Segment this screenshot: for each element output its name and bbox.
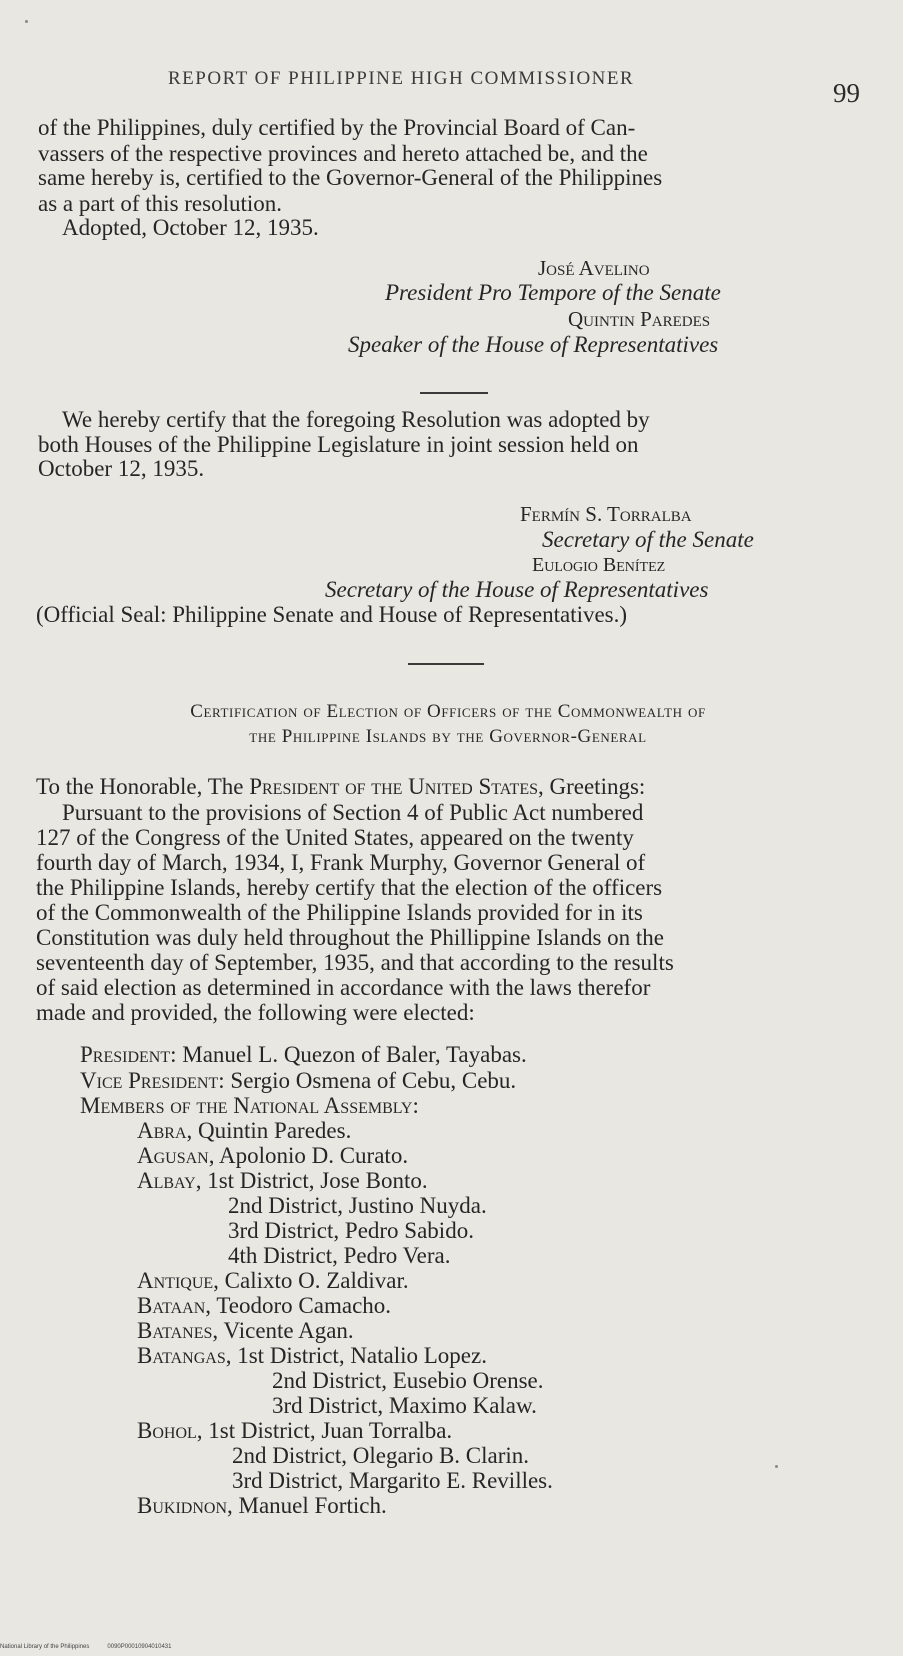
- main-line-9: made and provided, the following were elected:: [36, 1000, 475, 1025]
- officer-president: [80, 1043, 527, 1068]
- member-text: , Teodoro Camacho.: [205, 1293, 392, 1318]
- page-number: 99: [833, 78, 860, 108]
- member-province: Abra: [137, 1118, 187, 1143]
- member-province: Antique: [137, 1268, 214, 1293]
- member-province: Bohol: [137, 1418, 197, 1443]
- section-heading-line-1: Certification of Election of Officers of the Commonwealth of: [190, 701, 706, 722]
- adopted-date: Adopted, October 12, 1935.: [62, 215, 319, 240]
- member-text: 2nd District, Eusebio Orense.: [272, 1368, 544, 1393]
- main-line-5: of the Commonwealth of the Philippine Islands provided for in its: [36, 900, 643, 925]
- member-province: Bukidnon: [137, 1493, 227, 1518]
- member-row: [137, 1344, 487, 1369]
- officer-vice-president: [80, 1069, 516, 1094]
- member-row: [272, 1369, 543, 1394]
- member-row: [272, 1394, 537, 1419]
- certify-line-2: both Houses of the Philippine Legislature in joint session held on: [38, 432, 639, 457]
- member-row: [137, 1319, 354, 1344]
- signatory-torralba-title: Secretary of the Senate: [542, 527, 754, 552]
- opening-line-4: as a part of this resolution.: [38, 191, 283, 216]
- member-row: [137, 1419, 452, 1444]
- section-heading: [38, 699, 858, 749]
- member-text: , 1st District, Juan Torralba.: [196, 1418, 453, 1443]
- member-row: [232, 1469, 553, 1494]
- member-row: [137, 1169, 428, 1194]
- member-province: Albay: [137, 1168, 196, 1193]
- member-row: [228, 1194, 487, 1219]
- member-row: [137, 1144, 408, 1169]
- member-text: 3rd District, Pedro Sabido.: [228, 1218, 474, 1243]
- member-row: [137, 1494, 387, 1519]
- certify-line-1: We hereby certify that the foregoing Resolution was adopted by: [62, 407, 650, 432]
- salutation-lead: To the Honorable, The: [36, 774, 244, 799]
- vice-president-label: Vice President: [80, 1068, 219, 1093]
- member-text: 3rd District, Maximo Kalaw.: [272, 1393, 537, 1418]
- divider-rule-2: [408, 663, 484, 665]
- member-province: Agusan: [137, 1143, 209, 1168]
- signatory-benitez-title: Secretary of the House of Representatives: [325, 577, 709, 602]
- main-line-4: the Philippine Islands, hereby certify that the election of the officers: [36, 875, 663, 900]
- member-row: [228, 1244, 451, 1269]
- signatory-paredes: Quintin Paredes: [568, 307, 711, 331]
- main-line-3: fourth day of March, 1934, I, Frank Murphy, Governor General of: [36, 850, 646, 875]
- member-text: , Vicente Agan.: [212, 1318, 354, 1343]
- member-province: Bataan: [137, 1293, 206, 1318]
- footer-code: 0090P00010904010431: [107, 1644, 172, 1650]
- vice-president-value: : Sergio Osmena of Cebu, Cebu.: [218, 1068, 517, 1093]
- opening-line-2: vassers of the respective provinces and hereto attached be, and the: [38, 141, 648, 166]
- member-text: 2nd District, Justino Nuyda.: [228, 1193, 487, 1218]
- member-row: [232, 1444, 529, 1469]
- president-value: : Manuel L. Quezon of Baler, Tayabas.: [170, 1042, 527, 1067]
- scan-speck: [775, 1465, 778, 1468]
- member-row: [137, 1294, 391, 1319]
- member-text: , Calixto O. Zaldivar.: [213, 1268, 409, 1293]
- opening-line-3: same hereby is, certified to the Governor-General of the Philippines: [38, 165, 663, 190]
- member-province: Batangas: [137, 1343, 226, 1368]
- members-heading: Members of the National Assembly:: [80, 1093, 419, 1118]
- main-line-1: Pursuant to the provisions of Section 4 of Public Act numbered: [62, 800, 644, 825]
- salutation-tail: , Greetings:: [538, 774, 646, 799]
- member-text: , 1st District, Natalio Lopez.: [225, 1343, 487, 1368]
- salutation: [36, 775, 645, 800]
- member-text: , Quintin Paredes.: [186, 1118, 352, 1143]
- signatory-avelino-title: President Pro Tempore of the Senate: [385, 280, 721, 305]
- main-line-7: seventeenth day of September, 1935, and that according to the results: [36, 950, 674, 975]
- certify-line-3: October 12, 1935.: [38, 456, 205, 481]
- main-line-6: Constitution was duly held throughout the Phillippine Islands on the: [36, 925, 664, 950]
- scan-footer: [0, 1644, 189, 1650]
- official-seal-note: (Official Seal: Philippine Senate and House of Representatives.): [36, 602, 628, 627]
- signatory-benitez: Eulogio Benítez: [532, 554, 666, 576]
- scan-speck: [25, 20, 28, 23]
- member-row: [137, 1269, 409, 1294]
- signatory-paredes-title: Speaker of the House of Representatives: [348, 332, 719, 357]
- member-text: , 1st District, Jose Bonto.: [195, 1168, 428, 1193]
- member-province: Batanes: [137, 1318, 213, 1343]
- footer-library: National Library of the Philippines: [0, 1644, 90, 1650]
- main-line-2: 127 of the Congress of the United States, appeared on the twenty: [36, 825, 634, 850]
- divider-rule-1: [420, 392, 488, 394]
- main-line-8: of said election as determined in accordance with the laws therefor: [36, 975, 651, 1000]
- section-heading-line-2: the Philippine Islands by the Governor-General: [249, 726, 647, 747]
- member-row: [137, 1119, 351, 1144]
- member-text: , Manuel Fortich.: [227, 1493, 387, 1518]
- salutation-addressee: President of the United States: [249, 774, 538, 799]
- opening-line-1: of the Philippines, duly certified by the Provincial Board of Can-: [38, 115, 636, 140]
- member-text: , Apolonio D. Curato.: [208, 1143, 409, 1168]
- member-text: 2nd District, Olegario B. Clarin.: [232, 1443, 530, 1468]
- member-row: [228, 1219, 474, 1244]
- signatory-avelino: José Avelino: [538, 256, 650, 280]
- president-label: President: [80, 1042, 171, 1067]
- signatory-torralba: Fermín S. Torralba: [520, 502, 692, 526]
- running-header: REPORT OF PHILIPPINE HIGH COMMISSIONER: [168, 68, 635, 89]
- member-text: 3rd District, Margarito E. Revilles.: [232, 1468, 553, 1493]
- member-text: 4th District, Pedro Vera.: [228, 1243, 451, 1268]
